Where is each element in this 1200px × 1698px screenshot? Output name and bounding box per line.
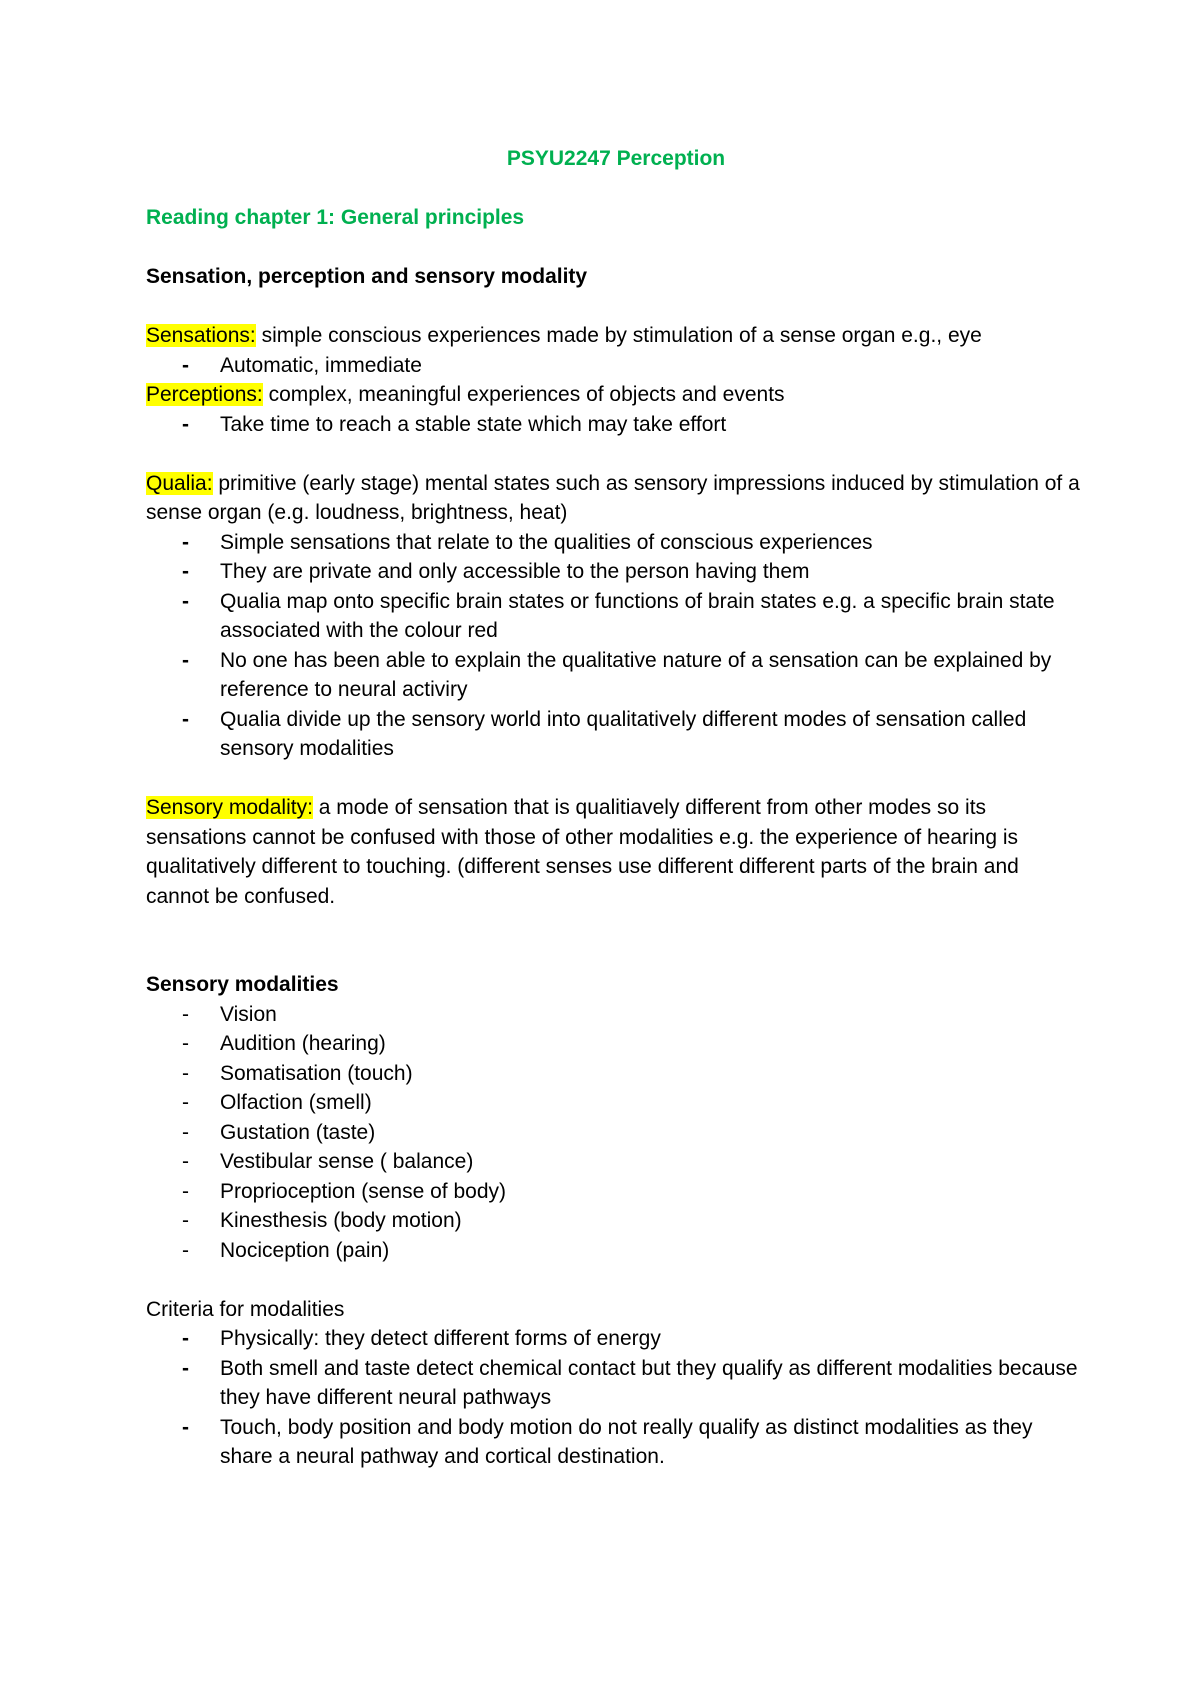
- list-item: - Vestibular sense ( balance): [146, 1147, 1086, 1177]
- list-item: - Nociception (pain): [146, 1236, 1086, 1266]
- qualia-term: Qualia:: [146, 471, 213, 495]
- dash-bullet: -: [182, 1091, 189, 1114]
- chapter-heading: Reading chapter 1: General principles: [146, 206, 525, 229]
- list-item: - No one has been able to explain the qualitative nature of a sensation can be explained by reference to neural activiry: [146, 646, 1086, 705]
- list-item: - They are private and only accessible to the person having them: [146, 557, 1086, 587]
- criteria-heading: Criteria for modalities: [146, 1297, 345, 1321]
- sensations-term: Sensations:: [146, 324, 256, 347]
- dash-bullet: -: [182, 1179, 189, 1203]
- dash-bullet: -: [182, 1120, 189, 1144]
- list-item: - Qualia map onto specific brain states or functions of brain states e.g. a specific brain state associated with the colour red: [146, 587, 1086, 646]
- dash-bullet: -: [182, 1415, 189, 1439]
- dash-bullet: -: [182, 1209, 189, 1232]
- list-item: - Olfaction (smell): [146, 1088, 1086, 1118]
- spacer: [146, 439, 1086, 469]
- dash-bullet: -: [182, 412, 189, 436]
- sensations-text: simple conscious experiences made by stimulation of a sense organ e.g., eye: [255, 324, 982, 347]
- dash-bullet: -: [182, 1032, 189, 1055]
- spacer: [146, 941, 1086, 971]
- dash-bullet: -: [182, 707, 189, 731]
- document-title: PSYU2247 Perception: [506, 147, 726, 170]
- dash-bullet: -: [182, 648, 189, 672]
- spacer: [146, 233, 1086, 263]
- list-item: - Audition (hearing): [146, 1029, 1086, 1059]
- dash-bullet: -: [182, 530, 189, 554]
- list-item: - Proprioception (sense of body): [146, 1177, 1086, 1207]
- sensations-definition: [146, 321, 1086, 351]
- spacer: [146, 911, 1086, 941]
- perceptions-term: Perceptions:: [146, 383, 263, 406]
- qualia-text: primitive (early stage) mental states such as sensory impressions induced by stimulation of a sense organ (e.g. loudness, brightness, heat): [146, 471, 1080, 524]
- spacer: [146, 764, 1086, 794]
- dash-bullet: -: [182, 1356, 189, 1380]
- qualia-definition: [146, 469, 1086, 528]
- document-page: [146, 144, 1086, 1472]
- criteria-list: [146, 1324, 1086, 1472]
- dash-bullet: -: [182, 589, 189, 613]
- sensory-modality-definition: [146, 793, 1086, 911]
- perceptions-text: complex, meaningful experiences of objects and events: [262, 383, 785, 406]
- qualia-bullets: [146, 528, 1086, 764]
- dash-bullet: -: [182, 1002, 189, 1026]
- list-item: - Qualia divide up the sensory world into qualitatively different modes of sensation called sensory modalities: [146, 705, 1086, 764]
- sensations-bullets: [146, 351, 1086, 381]
- spacer: [146, 292, 1086, 322]
- spacer: [146, 174, 1086, 204]
- section-heading: Sensation, perception and sensory modality: [146, 265, 588, 288]
- list-item: - Somatisation (touch): [146, 1059, 1086, 1089]
- list-item: - Kinesthesis (body motion): [146, 1206, 1086, 1236]
- list-item: - Both smell and taste detect chemical contact but they qualify as different modalities because they have different neural pathways: [146, 1354, 1086, 1413]
- dash-bullet: -: [182, 1327, 189, 1350]
- list-item: - Vision: [146, 1000, 1086, 1030]
- dash-bullet: -: [182, 1150, 189, 1173]
- sensory-modality-text: a mode of sensation that is qualitiavely different from other modes so its sensations cannot be confused with those of other modalities e.g. the experience of hearing is qualitatively different to touching. (different senses use different different parts of the brain and cannot be confused.: [146, 796, 1019, 908]
- list-item: - Take time to reach a stable state which may take effort: [146, 410, 1086, 440]
- dash-bullet: -: [182, 560, 189, 583]
- dash-bullet: -: [182, 1238, 189, 1262]
- perceptions-definition: [146, 380, 1086, 410]
- dash-bullet: -: [182, 353, 189, 377]
- perceptions-bullets: [146, 410, 1086, 440]
- list-item: - Automatic, immediate: [146, 351, 1086, 381]
- modalities-heading: Sensory modalities: [146, 973, 339, 996]
- list-item: - Touch, body position and body motion do not really qualify as distinct modalities as they share a neural pathway and cortical destination.: [146, 1413, 1086, 1472]
- dash-bullet: -: [182, 1061, 189, 1085]
- spacer: [146, 1265, 1086, 1295]
- list-item: - Gustation (taste): [146, 1118, 1086, 1148]
- list-item: - Simple sensations that relate to the qualities of conscious experiences: [146, 528, 1086, 558]
- list-item: - Physically: they detect different forms of energy: [146, 1324, 1086, 1354]
- modalities-list: [146, 1000, 1086, 1266]
- sensory-modality-term: Sensory modality:: [146, 796, 313, 819]
